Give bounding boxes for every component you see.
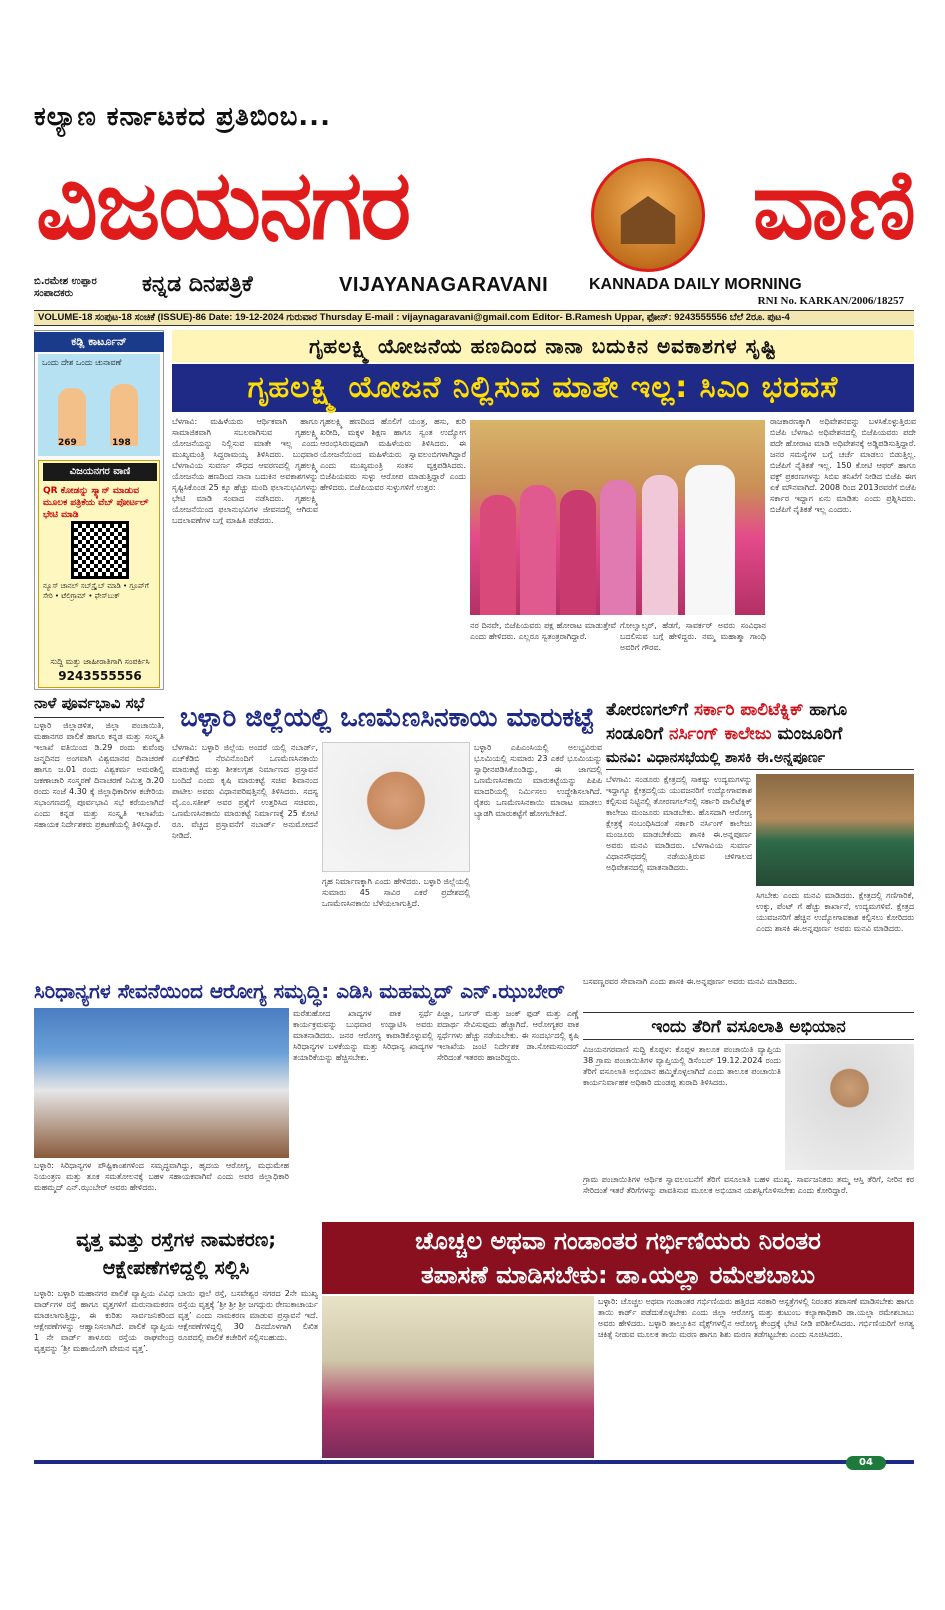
- naming-column-1: ಬಳ್ಳಾರಿ: ಬಳ್ಳಾರಿ ಮಹಾನಗರ ಪಾಲಿಕೆ ವ್ಯಾಪ್ತಿಯ ವಿವಿಧ ವಾರ್ಡ್‌ಗಳ ರಸ್ತೆ ಹಾಗೂ ವೃತ್ತಗಳಿಗೆ ಮರುನಾಮಕರಣ ಮಾಡಲಾಗುತ್ತಿದ್ದು, ಈ ಕುರಿತು ಸಾರ್ವಜನಿಕರಿಂದ ಆಕ್ಷೇಪಣೆಗಳನ್ನು ಆಹ್ವಾನಿಸಲಾಗಿದೆ. ಪಾಲಿಕೆ ವ್ಯಾಪ್ತಿಯ 1 ನೇ ವಾರ್ಡ್ ತಾಳೂರು ರಸ್ತೆಯ ರಾಘವೇಂದ್ರ ವೃತ್ತವನ್ನು ‘ಶ್ರೀ ಮಹಾಯೋಗಿ ವೇಮನ ವೃತ್ತ’.: [34, 1289, 174, 1353]
- naming-headline: ವೃತ್ತ ಮತ್ತು ರಸ್ತೆಗಳ ನಾಮಕರಣ; ಆಕ್ಷೇಪಣೆಗಳಿದ್ದಲ್ಲಿ ಸಲ್ಲಿಸಿ: [76, 1229, 276, 1279]
- tax-headline: ಇಂದು ತೆರಿಗೆ ವಸೂಲಾತಿ ಅಭಿಯಾನ: [583, 1012, 914, 1040]
- lead-column-3a: ನರ ದಿನವೇ, ಬಿಜೆಪಿಯವರು ಪಕ್ಷ ಹೋರಾಟ ಮಾಡುತ್ತೇವೆ ಎಂದು ಹೇಳಿದರು. ಎಲ್ಲರೂ ಸ್ವತಂತ್ರರಾಗಿದ್ದಾರೆ.: [470, 621, 616, 641]
- contact-number: 9243555556: [58, 669, 142, 683]
- masthead-title: [36, 140, 916, 270]
- lead-column-2: ಗೃಹಲಕ್ಷ್ಮಿ ಹಣದಿಂದ ಹೊಲಿಗೆ ಯಂತ್ರ, ಹಸು, ಕುರಿ ಖರೀದಿ, ಮಕ್ಕಳ ಶಿಕ್ಷಣ ಹಾಗೂ ಸ್ವಂತ ಉದ್ಯೋಗ ಆರಂಭಿಸಿರುವುದಾಗಿ ಮಹಿಳೆಯರು ತಿಳಿಸಿದರು. ಈ ಯೋಜನೆಯಿಂದ ಮಹಿಳೆಯರು ಸ್ವಾವಲಂಬಿಗಳಾಗಿದ್ದಾರೆ ಎಂದು ಮುಖ್ಯಮಂತ್ರಿ ಸಂತಸ ವ್ಯಕ್ತಪಡಿಸಿದರು. ಬಿಜೆಪಿಯವರು ಸುಳ್ಳು ಆರೋಪ ಮಾಡುತ್ತಿದ್ದಾರೆ ಎಂದು ಹೇಳಿದರು. ಬಿಜೆಪಿಯವರ ಸುಳ್ಳುಗಳಿಗೆ ಉತ್ತರ:: [320, 417, 466, 492]
- qr-text: QR ಕೋಡನ್ನು ಸ್ಕ್ಯಾನ್ ಮಾಡುವ ಮೂಲಕ ಪತ್ರಿಕೆಯ ವೆಬ್ ಪೋರ್ಟಲ್ ಭೇಟಿ ಮಾಡಿ: [43, 486, 149, 520]
- polytechnic-subhead: ಮನವಿ: ವಿಧಾನಸಭೆಯಲ್ಲಿ ಶಾಸಕಿ ಈ.ಅನ್ನಪೂರ್ಣ: [606, 750, 914, 770]
- lead-column-4: ರಾಜಕಾರಣಕ್ಕಾಗಿ ಅಧಿವೇಶನವನ್ನು ಬಳಸಿಕೊಳ್ಳುತ್ತಿರುವ ಬಿಜೆಪಿ ಬೆಳಗಾವಿ ಅಧಿವೇಶನದಲ್ಲಿ ಬಿಜೆಪಿಯವರು ಪದೇ ಪದೇ ಹೋರಾಟ ಮಾಡಿ ಅಧಿವೇಶನಕ್ಕೆ ಅಡ್ಡಿಪಡಿಸುತ್ತಿದ್ದಾರೆ. ಜನರ ಸಮಸ್ಯೆಗಳ ಬಗ್ಗೆ ಚರ್ಚೆ ಮಾಡಲು ಬಿಡುತ್ತಿಲ್ಲ. ಬಿಜೆಪಿಗೆ ನೈತಿಕತೆ ಇಲ್ಲ. 150 ಕೋಟಿ ಆಫರ್ ಹಾಗೂ ವಕ್ಫ್ ಪ್ರಕರಣಗಳನ್ನು ಸಿಬಿಐ ತನಿಖೆಗೆ ನೀಡಿದ ಬಿಜೆಪಿ ಈಗ ಏಕೆ ಮೌನವಾಗಿದೆ. 2008 ರಿಂದ 2013ರವರೆಗೆ ಬಿಜೆಪಿ ಸರ್ಕಾರ ಇದ್ದಾಗ ಏನು ಮಾಡಿತು ಎಂದು ಪ್ರಶ್ನಿಸಿದರು. ಬಿಜೆಪಿಗೆ ನೈತಿಕತೆ ಇಲ್ಲ ಎಂದರು.: [770, 417, 916, 514]
- lead-headline: ಗೃಹಲಕ್ಷ್ಮಿ ಯೋಜನೆ ನಿಲ್ಲಿಸುವ ಮಾತೇ ಇಲ್ಲ: ಸಿಎಂ ಭರವಸೆ: [172, 364, 914, 412]
- title-part1: ವಿಜಯನಗರ: [36, 149, 410, 261]
- pregnancy-body: ಬಳ್ಳಾರಿ: ಚೊಚ್ಚಲ ಅಥವಾ ಗಂಡಾಂತರ ಗರ್ಭಿಣಿಯರು ಹತ್ತಿರದ ಸರಕಾರಿ ಆಸ್ಪತ್ರೆಗಳಲ್ಲಿ ನಿರಂತರ ತಪಾಸಣೆ ಮಾಡಿಸಬೇಕು ಹಾಗೂ ತಾಯಿ ಕಾರ್ಡ್ ಪಡೆದುಕೊಳ್ಳಬೇಕು ಎಂದು ಜಿಲ್ಲಾ ಆರೋಗ್ಯ ಮತ್ತು ಕುಟುಂಬ ಕಲ್ಯಾಣಾಧಿಕಾರಿ ಡಾ.ಯಲ್ಲಾ ರಮೇಶಬಾಬು ಅವರು ಹೇಳಿದರು. ಬಳ್ಳಾರಿ ತಾಲ್ಲೂಕಿನ ವೈಕ್ಸ್‌ಗಳಲ್ಲಿನ ಆರೋಗ್ಯ ಕೇಂದ್ರಕ್ಕೆ ಭೇಟಿ ನೀಡಿ ಪರಿಶೀಲಿಸಿದರು. ಗರ್ಭಿಣಿಯರಿಗೆ ಅಗತ್ಯ ಚಿಕಿತ್ಸೆ ನೀಡುವ ಮೂಲಕ ತಾಯಿ ಮರಣ ಹಾಗೂ ಶಿಶು ಮರಣ ತಡೆಗಟ್ಟಬೇಕು ಎಂದು ಸೂಚಿಸಿದರು.: [598, 1297, 914, 1339]
- headline-part: ಮಂಜೂರಿಗೆ: [777, 724, 843, 744]
- hand-figure: [110, 384, 138, 446]
- polytechnic-tail: ಬಸವಣ್ಣರವರ ಸೇವಾನಾಗಿ ಎಂದು ಶಾಸಕಿ ಈ.ಅನ್ನಪೂರ್ಣ ಅವರು ಮನವಿ ಮಾಡಿದರು.: [583, 977, 798, 986]
- hampi-chariot-emblem: [591, 158, 705, 272]
- headline-part: ತೋರಣಗಲ್‌ಗೆ: [606, 700, 689, 720]
- millet-column-3: ಪಿಜ್ಜಾ, ಬರ್ಗರ್ ಮತ್ತು ಜಂಕ್ ಫುಡ್ ಮತ್ತು ಎಣ್ಣೆ ಪದಾರ್ಥ ಸೇವಿಸುವುದು ಹೆಚ್ಚಾಗಿದೆ. ಆರೋಗ್ಯಕರ ಪಾಕ ಸ್ಪರ್ಧೆಗಳು ಹೆಚ್ಚು ನಡೆಯಬೇಕು. ಈ ಸಂದರ್ಭದಲ್ಲಿ ಕೃಷಿ ಇಲಾಖೆಯ ಜಂಟಿ ನಿರ್ದೇಶಕ ಡಾ.ಸೋಮಸುಂದರ್ ಸೇರಿದಂತೆ ಇತರರು ಹಾಜರಿದ್ದರು.: [437, 1009, 579, 1062]
- editor-block: [34, 276, 97, 300]
- editor-role: ಸಂಪಾದಕರು: [34, 288, 74, 299]
- subtitle-kannada: ಕನ್ನಡ ದಿನಪತ್ರಿಕೆ: [142, 272, 253, 297]
- lead-photo: [470, 420, 765, 615]
- footer-rule: [34, 1460, 914, 1464]
- millet-headline: ಸಿರಿಧಾನ್ಯಗಳ ಸೇವನೆಯಿಂದ ಆರೋಗ್ಯ ಸಮೃದ್ಧಿ: ಎಡಿಸಿ ಮಹಮ್ಮದ್ ಎನ್.ಝುಬೇರ್: [34, 979, 565, 1003]
- side-story-heading: ನಾಳೆ ಪೂರ್ವಭಾವಿ ಸಭೆ: [34, 694, 164, 718]
- headline-part: ಹಾಗೂ: [809, 700, 848, 720]
- lead-kicker: ಗೃಹಲಕ್ಷ್ಮಿ ಯೋಜನೆಯ ಹಣದಿಂದ ನಾನಾ ಬದುಕಿನ ಅವಕಾಶಗಳ ಸೃಷ್ಟಿ: [172, 330, 914, 362]
- pregnancy-headline-line2: ತಪಾಸಣೆ ಮಾಡಿಸಬೇಕು: ಡಾ.ಯಲ್ಲಾ ರಮೇಶಬಾಬು: [420, 1261, 816, 1289]
- millet-column-1: ಬಳ್ಳಾರಿ: ಸಿರಿಧಾನ್ಯಗಳ ಪೌಷ್ಟಿಕಾಂಶಗಳಿಂದ ಸಮೃದ್ಧವಾಗಿದ್ದು, ಹೃದಯ ಆರೋಗ್ಯ, ಮಧುಮೇಹ ನಿಯಂತ್ರಣ ಮತ್ತು ತೂಕ ಸಮತೋಲನಕ್ಕೆ ಬಹಳ ಸಹಾಯಕವಾಗಿವೆ ಎಂದು ಅಪರ ಜಿಲ್ಲಾಧಿಕಾರಿ ಮಹಮ್ಮದ್ ಎನ್.ಝುಬೇರ್ ಅವರು ಹೇಳಿದರು.: [34, 1161, 289, 1192]
- polytechnic-column-2: ಸಿಗಬೇಕು ಎಂದು ಮನವಿ ಮಾಡಿದರು. ಕ್ಷೇತ್ರದಲ್ಲಿ ಗಣಿಗಾರಿಕೆ, ಉಕ್ಕು, ಪೆಂಟ್ ಗೆ ಹೆಚ್ಚು ಕಾರ್ಖಾನೆ, ಉದ್ಯಮಗಳಿವೆ. ಕ್ಷೇತ್ರದ ಯುವಜನರಿಗೆ ಹೆಚ್ಚಿನ ಉದ್ಯೋಗಾವಕಾಶ ಕಲ್ಪಿಸಲು ಕೋರಿದರು ಎಂದು ಶಾಸಕಿ ಈ.ಅನ್ನಪೂರ್ಣ ಅವರು ಮನವಿ ಮಾಡಿದರು.: [756, 891, 914, 933]
- cartoon-number-1: 269: [58, 438, 77, 448]
- cartoon-image: [38, 354, 160, 456]
- page-number-badge: 04: [846, 1456, 886, 1470]
- lead-column-3b: ಗೋಲ್ವಾಲ್ಕರ್, ಹೆಡಗೆ, ಸಾವರ್ಕರ್ ಅವರು ಸಂವಿಧಾನ ಬದಲಿಸುವ ಬಗ್ಗೆ ಹೇಳಿದ್ದರು. ನಮ್ಮ ಮಹಾತ್ಮಾ ಗಾಂಧಿ ಅವರಿಗೆ ಗೌರವ.: [620, 621, 766, 652]
- masthead-subline: [34, 270, 914, 310]
- headline-part: ನರ್ಸಿಂಗ್ ಕಾಲೇಜು: [669, 724, 772, 744]
- qr-promo: [38, 460, 160, 688]
- cartoon-number-2: 198: [112, 438, 131, 448]
- editor-name: ಬಿ.ರಮೇಶ ಉಪ್ಪಾರ: [34, 276, 97, 287]
- cartoon-caption: ಒಂದು ದೇಶ ಒಂದು ಚುನಾವಣೆ: [42, 358, 122, 367]
- qr-logo: ವಿಜಯನಗರ ವಾಣಿ: [43, 463, 157, 481]
- pregnancy-headline: [322, 1222, 914, 1294]
- side-story-body: ಬಳ್ಳಾರಿ ಜಿಲ್ಲಾಡಳಿತ, ಜಿಲ್ಲಾ ಪಂಚಾಯಿತಿ, ಮಹಾನಗರ ಪಾಲಿಕೆ ಹಾಗೂ ಕನ್ನಡ ಮತ್ತು ಸಂಸ್ಕೃತಿ ಇಲಾಖೆ ವತಿಯಿಂದ ಡಿ.29 ರಂದು ಕುವೆಂಪು ಜನ್ಮದಿನದ ಅಂಗವಾಗಿ ವಿಶ್ವಮಾನವ ದಿನಾಚರಣೆ ಹಾಗೂ ಜ.01 ರಂದು ವಿಶ್ವಕರ್ಮ ಅಮರಶಿಲ್ಪಿ ಜಕಣಾಚಾರಿ ಸಂಸ್ಮರಣೆ ದಿನಾಚರಣೆ ನಿಮಿತ್ತ ಡಿ.20 ರಂದು ಸಂಜೆ 4.30 ಕ್ಕೆ ಜಿಲ್ಲಾಧಿಕಾರಿಗಳ ಕಚೇರಿಯ ಸಭಾಂಗಣದಲ್ಲಿ ಪೂರ್ವಭಾವಿ ಸಭೆ ಕರೆಯಲಾಗಿದೆ ಎಂದು ಕನ್ನಡ ಮತ್ತು ಸಂಸ್ಕೃತಿ ಇಲಾಖೆಯ ಸಹಾಯಕ ನಿರ್ದೇಶಕರು ಪ್ರಕಟಣೆಯಲ್ಲಿ ತಿಳಿಸಿದ್ದಾರೆ.: [34, 721, 164, 829]
- ballari-column-2: ಗೃಹ ನಿರ್ಮಾಣಕ್ಕಾಗಿ ಎಂದು ಹೇಳಿದರು. ಬಳ್ಳಾರಿ ಜಿಲ್ಲೆಯಲ್ಲಿ ಸುಮಾರು 45 ಸಾವಿರ ಎಕರೆ ಪ್ರದೇಶದಲ್ಲಿ ಒಣಮೆಣಸಿನಕಾಯಿ ಬೆಳೆಯಲಾಗುತ್ತಿದೆ.: [322, 877, 470, 908]
- assembly-photo: [756, 774, 914, 886]
- ballari-headline: ಬಳ್ಳಾರಿ ಜಿಲ್ಲೆಯಲ್ಲಿ ಒಣಮೆಣಸಿನಕಾಯಿ ಮಾರುಕಟ್ಟೆ: [179, 703, 595, 733]
- masthead-tagline: ಕಲ್ಯಾಣ ಕರ್ನಾಟಕದ ಪ್ರತಿಬಿಂಬ...: [34, 102, 331, 132]
- ballari-column-3: ಬಳ್ಳಾರಿ ಎಪಿಎಂಸಿಯಲ್ಲಿ ಅಲಭ್ಯವಿರುವ ಭೂಮಿಯಲ್ಲಿ ಸುಮಾರು 23 ಎಕರೆ ಭೂಮಿಯನ್ನು ಸ್ವಾಧೀನಪಡಿಸಿಕೊಂಡಿದ್ದು, ಈ ಜಾಗದಲ್ಲಿ ಒಣಮೆಣಸಿನಕಾಯಿ ಮಾರುಕಟ್ಟೆಯನ್ನು ಪಿಪಿಪಿ ಮಾದರಿಯಲ್ಲಿ ನಿರ್ಮಿಸಲು ಉದ್ದೇಶಿಸಲಾಗಿದೆ. ರೈತರು ಒಣಮೆಣಸಿನಕಾಯಿ ಮಾರಾಟ ಮಾಡಲು ಬ್ಯಾಡಗಿ ಮಾರುಕಟ್ಟೆಗೆ ಹೋಗಬೇಕಿದೆ.: [474, 743, 602, 818]
- headline-part: ಸರ್ಕಾರಿ ಪಾಲಿಟೆಕ್ನಿಕ್: [694, 700, 804, 720]
- polytechnic-column-1: ಬೆಳಗಾವಿ: ಸಂಡೂರು ಕ್ಷೇತ್ರದಲ್ಲಿ ಸಾಕಷ್ಟು ಉದ್ಯಮಗಳನ್ನು ಇದ್ದಾಗ್ಯೂ ಕ್ಷೇತ್ರದಲ್ಲಿಯ ಯುವಜನರಿಗೆ ಉದ್ಯೋಗಾವಕಾಶ ಕಲ್ಪಿಸುವ ನಿಟ್ಟಿನಲ್ಲಿ ತೋರಣಗಲ್‌ನಲ್ಲಿ ಸರ್ಕಾರಿ ಪಾಲಿಟೆಕ್ನಿಕ್ ಕಾಲೇಜು ಮಂಜೂರು ಮಾಡಬೇಕು. ಹೊಸದಾಗಿ ಆರೋಗ್ಯ ಕ್ಷೇತ್ರಕ್ಕೆ ಸಂಬಂಧಿಸಿದಂತೆ ಸರ್ಕಾರಿ ನರ್ಸಿಂಗ್ ಕಾಲೇಜು ಮಂಜೂರು ಮಾಡಬೇಕೆಂದು ಶಾಸಕಿ ಈ.ಅನ್ನಪೂರ್ಣ ಅವರು ಮನವಿ ಮಾಡಿದರು. ಬೆಳಗಾವಿಯ ಸುವರ್ಣ ವಿಧಾನಸೌಧದಲ್ಲಿ ನಡೆಯುತ್ತಿರುವ ಚಳಿಗಾಲದ ಅಧಿವೇಶನದಲ್ಲಿ ಮಾತನಾಡಿದರು.: [606, 775, 752, 872]
- millet-column-2: ಮರೆತುಹೋದ ಖಾದ್ಯಗಳ ಪಾಕ ಸ್ಪರ್ಧೆ ಕಾರ್ಯಕ್ರಮವನ್ನು ಬುಧವಾರ ಉದ್ಘಾಟಿಸಿ ಅವರು ಮಾತನಾಡಿದರು. ಜನರ ಆರೋಗ್ಯ ಕಾಪಾಡಿಕೊಳ್ಳುವಲ್ಲಿ ಸಿರಿಧಾನ್ಯಗಳ ಬಳಕೆಯನ್ನು ಮತ್ತು ಸಿರಿಧಾನ್ಯ ಖಾದ್ಯಗಳ ತಯಾರಿಕೆಯನ್ನು ಹೆಚ್ಚಿಸಬೇಕು.: [293, 1009, 433, 1062]
- subtitle-english-name: VIJAYANAGARAVANI: [339, 274, 549, 296]
- headline-part: ಸಂಡೂರಿಗೆ: [606, 724, 664, 744]
- cartoon-title: ಕಡ್ಲಿ ಕಾರ್ಟೂನ್: [34, 332, 164, 352]
- health-visit-photo: [322, 1296, 594, 1458]
- official-photo: [785, 1044, 914, 1170]
- title-part2: ವಾಣಿ: [752, 149, 916, 261]
- polytechnic-headline: [606, 698, 914, 748]
- qr-links: ನ್ಯೂಸ್ ಚಾನಲ್ ಸಬ್‌ಸ್ಕ್ರೈಬ್ ಮಾಡಿ • ಗ್ರೂಪ್‌ಗೆ ಸೇರಿ • ಟೆಲಿಗ್ರಾಮ್ • ಫೇಸ್‌ಬುಕ್: [43, 582, 149, 600]
- qr-code-icon[interactable]: [71, 521, 129, 579]
- dateline-bar: VOLUME-18 ಸಂಪುಟ-18 ಸಂಚಿಕೆ (ISSUE)-86 Date: 19-12-2024 ಗುರುವಾರ Thursday E-mail : vijaynagaravani@gmail.com Editor- B.Ramesh Uppar, ಫೋನ್: 9243555556 ಬೆಲೆ 2ರೂ. ಪುಟ-4: [34, 310, 914, 326]
- millet-event-photo: [34, 1008, 289, 1158]
- ballari-column-1: ಬೆಳಗಾವಿ: ಬಳ್ಳಾರಿ ಜಿಲ್ಲೆಯ ಅಂದರೆ ಯಲ್ಲಿ ನಬಾರ್ಡ್, ಎಚ್‌ಕೆಡಿಬಿ ನೆರವಿನೊಂದಿಗೆ ಒಣಮೆಣಸಿನಕಾಯಿ ಮಾರುಕಟ್ಟೆ ಮತ್ತು ಶೀತಲಗೃಹ ನಿರ್ಮಾಣದ ಪ್ರಸ್ತಾವನೆ ಬಂದಿದೆ ಎಂದು ಕೃಷಿ ಮಾರುಕಟ್ಟೆ ಸಚಿವ ಶಿವಾನಂದ ಪಾಟೀಲ ಅವರು ವಿಧಾನಪರಿಷತ್ತಿನಲ್ಲಿ ತಿಳಿಸಿದರು. ಸದಸ್ಯ ವೈ.ಎಂ.ಸತೀಶ್ ಅವರ ಪ್ರಶ್ನೆಗೆ ಉತ್ತರಿಸಿದ ಸಚಿವರು, ಒಣಮೆಣಸಿನಕಾಯಿ ಮಾರುಕಟ್ಟೆ ನಿರ್ಮಾಣಕ್ಕೆ 25 ಕೋಟಿ ರೂ. ವೆಚ್ಚದ ಪ್ರಸ್ತಾವನೆಗೆ ನಬಾರ್ಡ್ ಅನುಮೋದನೆ ನೀಡಿದೆ.: [172, 743, 318, 840]
- tax-column-1: ವಿಜಯನಗರವಾಣಿ ಸುದ್ದಿ ಕೊಪ್ಪಳ: ಕೊಪ್ಪಳ ತಾಲೂಕ ಪಂಚಾಯಿತಿ ವ್ಯಾಪ್ತಿಯ 38 ಗ್ರಾಮ ಪಂಚಾಯಿತಿಗಳ ವ್ಯಾಪ್ತಿಯಲ್ಲಿ ಡಿಸೆಂಬರ್ 19.12.2024 ರಂದು ತೆರಿಗೆ ವಸೂಲಾತಿ ಅಭಿಯಾನ ಹಮ್ಮಿಕೊಳ್ಳಲಾಗಿದೆ ಎಂದು ತಾಲೂಕ ಪಂಚಾಯಿತಿ ಕಾರ್ಯನಿರ್ವಾಹಕ ಅಧಿಕಾರಿ ದುಂಡಪ್ಪ ತುರಾದಿ ತಿಳಿಸಿದರು.: [583, 1045, 781, 1087]
- pregnancy-headline-line1: ಚೊಚ್ಚಲ ಅಥವಾ ಗಂಡಾಂತರ ಗರ್ಭಿಣಿಯರು ನಿರಂತರ: [415, 1227, 821, 1255]
- lead-column-1: ಬೆಳಗಾವಿ: ಮಹಿಳೆಯರು ಆರ್ಥಿಕವಾಗಿ ಹಾಗೂ ಸಾಮಾಜಿಕವಾಗಿ ಸಬಲರಾಗಿಸುವ ಗೃಹಲಕ್ಷ್ಮಿ ಯೋಜನೆಯನ್ನು ನಿಲ್ಲಿಸುವ ಮಾತೇ ಇಲ್ಲ ಎಂದು ಮುಖ್ಯಮಂತ್ರಿ ಸಿದ್ದರಾಮಯ್ಯ ತಿಳಿಸಿದರು. ಬುಧವಾರ ಬೆಳಗಾವಿಯ ಸುವರ್ಣ ಸೌಧದ ಆವರಣದಲ್ಲಿ ಗೃಹಲಕ್ಷ್ಮಿ ಯೋಜನೆಯ ಹಣದಿಂದ ನಾನಾ ಬದುಕಿನ ಅವಕಾಶಗಳನ್ನು ಸೃಷ್ಟಿಸಿಕೊಂಡ 25 ಕ್ಕೂ ಹೆಚ್ಚು ಮಂದಿ ಫಲಾನುಭವಿಗಳನ್ನು ಭೇಟಿ ಮಾಡಿ ಸಂವಾದ ನಡೆಸಿದರು. ಗೃಹಲಕ್ಷ್ಮಿ ಯೋಜನೆಯಿಂದ ಫಲಾನುಭವಿಗಳ ಜೀವನದಲ್ಲಿ ಆಗಿರುವ ಬದಲಾವಣೆಗಳ ಬಗ್ಗೆ ಮಾಹಿತಿ ಪಡೆದರು.: [172, 417, 318, 525]
- minister-photo: [322, 742, 470, 872]
- rni-number: RNI No. KARKAN/2006/18257: [757, 295, 904, 307]
- tax-column-2: ಗ್ರಾಮ ಪಂಚಾಯಿತಿಗಳ ಆರ್ಥಿಕ ಸ್ವಾವಲಂಬನೆಗೆ ತೆರಿಗೆ ವಸೂಲಾತಿ ಬಹಳ ಮುಖ್ಯ. ಸಾರ್ವಜನಿಕರು ತಮ್ಮ ಆಸ್ತಿ ತೆರಿಗೆ, ನೀರಿನ ಕರ ಸೇರಿದಂತೆ ಇತರೆ ತೆರಿಗೆಗಳನ್ನು ಪಾವತಿಸುವ ಮೂಲಕ ಅಭಿಯಾನ ಯಶಸ್ವಿಗೊಳಿಸಬೇಕು ಎಂದು ಕೋರಿದ್ದಾರೆ.: [583, 1175, 914, 1195]
- contact-label: ಸುದ್ದಿ ಮತ್ತು ಜಾಹೀರಾತಿಗಾಗಿ ಸಂಪರ್ಕಿಸಿ: [50, 657, 150, 666]
- naming-column-2: ಬಾಯಿ ಫುಲೆ ರಸ್ತೆ, ಬಸವೇಶ್ವರ ನಗರದ 2ನೇ ಮುಖ್ಯ ರಸ್ತೆಯ ವೃತ್ತಕ್ಕೆ ‘ಶ್ರೀ ಶ್ರೀ ಶ್ರೀ ಜಗದ್ಗುರು ರೇಣುಕಾಚಾರ್ಯ ವೃತ್ತ’ ಎಂದು ನಾಮಕರಣ ಮಾಡುವ ಪ್ರಸ್ತಾವನೆ ಇದೆ. ಆಕ್ಷೇಪಣೆಗಳಿದ್ದಲ್ಲಿ 30 ದಿನದೊಳಗಾಗಿ ಲಿಖಿತ ರೂಪದಲ್ಲಿ ಪಾಲಿಕೆ ಕಚೇರಿಗೆ ಸಲ್ಲಿಸಬಹುದು.: [178, 1289, 318, 1342]
- subtitle-english-desc: KANNADA DAILY MORNING: [589, 276, 802, 293]
